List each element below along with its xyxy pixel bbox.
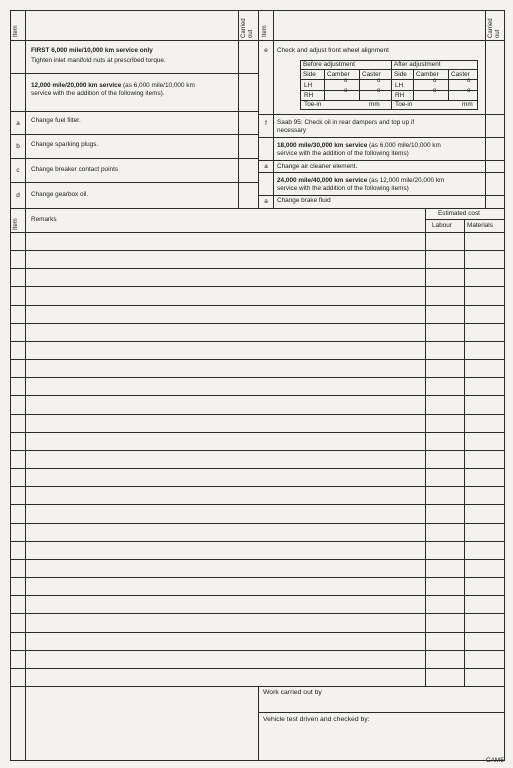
footer-top [10, 686, 504, 687]
header-carried-out-right: Carried out [488, 18, 501, 38]
remarks-row [10, 632, 504, 633]
left-divider-2 [10, 111, 258, 112]
right-divider-2 [258, 137, 504, 138]
footer-item-col [25, 686, 26, 760]
lh-before: LH [304, 82, 313, 89]
first-service-title: FIRST 6,000 mile/10,000 km service only [31, 47, 153, 54]
row-a-text: Change fuel filter. [31, 117, 81, 124]
remarks-row [10, 432, 504, 433]
remarks-row [10, 595, 504, 596]
remarks-row [10, 504, 504, 505]
side-header-before: Side [303, 71, 316, 78]
row-a2-text: Change brake fluid [277, 197, 331, 204]
row-a1-text: Change air cleaner element. [277, 163, 358, 170]
carried-right-col-line [485, 10, 486, 208]
left-border [10, 10, 11, 760]
remarks-row [10, 305, 504, 306]
camber-header-after: Camber [416, 71, 439, 78]
row-e-text: Check and adjust front wheel alignment [277, 47, 389, 54]
rh-after: RH [395, 92, 405, 99]
footer-mid-col [258, 686, 259, 760]
right-divider-5 [258, 195, 504, 196]
carried-col-line [238, 10, 239, 208]
remarks-row [10, 668, 504, 669]
left-divider-3 [10, 134, 258, 135]
materials-col [464, 219, 465, 686]
deg-mark: o [377, 78, 381, 84]
remarks-row [10, 268, 504, 269]
deg-mark: o [467, 78, 471, 84]
estimated-cost-header: Estimated cost [438, 210, 480, 217]
remarks-row [10, 286, 504, 287]
service18-line1: 18,000 mile/30,000 km service (as 6,000 mile/10,000 km [277, 142, 441, 149]
deg-mark: o [467, 88, 471, 94]
left-divider-1 [10, 73, 258, 74]
mm-after: mm [462, 101, 473, 108]
side-header-after: Side [394, 71, 407, 78]
caster-header-after: Caster [451, 71, 470, 78]
mm-before: mm [369, 101, 380, 108]
remarks-header: Remarks [31, 216, 57, 223]
deg-mark: o [433, 88, 437, 94]
remarks-row [10, 650, 504, 651]
remarks-row [10, 359, 504, 360]
header-item: Item [13, 25, 19, 37]
row-d-letter: d [16, 192, 20, 199]
after-adjustment: After adjustment [394, 61, 441, 68]
service24-line2: service with the addition of the following items) [277, 185, 409, 192]
remarks-row [10, 523, 504, 524]
before-adjustment: Before adjustment [303, 61, 355, 68]
row-f-line2: necessary [277, 127, 307, 134]
service18-line2: service with the addition of the following items) [277, 150, 409, 157]
deg-mark: o [433, 78, 437, 84]
first-service-text: Tighten inlet manifold nuts at prescribed torque. [31, 57, 166, 64]
footer-divider [258, 712, 504, 713]
lh-after: LH [395, 82, 404, 89]
form-code: CAM5 [486, 757, 504, 764]
labour-col [425, 208, 426, 686]
right-divider-3 [258, 160, 504, 161]
header-divider [10, 40, 504, 41]
right-divider-4 [258, 172, 504, 173]
toein-after: Toe-in [395, 101, 413, 108]
remarks-row [10, 395, 504, 396]
row-c-letter: c [16, 167, 20, 174]
test-driven-label: Vehicle test driven and checked by: [263, 716, 370, 723]
item-right-col-line [273, 10, 274, 208]
remarks-row [10, 341, 504, 342]
service24-line1: 24,000 mile/40,000 km service (as 12,000 mile/20,000 km [277, 177, 445, 184]
toein-before: Toe-in [304, 101, 322, 108]
row-d-text: Change gearbox oil. [31, 191, 89, 198]
deg-mark: o [344, 78, 348, 84]
row-b-text: Change sparking plugs. [31, 141, 99, 148]
remarks-top [10, 208, 504, 209]
remarks-row [10, 613, 504, 614]
remarks-item-header: Item [13, 218, 19, 230]
remarks-row [10, 541, 504, 542]
top-border [10, 10, 504, 11]
deg-mark: o [377, 88, 381, 94]
bottom-border [10, 760, 505, 761]
row-e-letter: e [264, 47, 268, 54]
remarks-row [10, 323, 504, 324]
row-f-letter: f [265, 120, 267, 127]
row-a-letter: a [16, 120, 20, 127]
row-a1-letter: a [264, 163, 268, 170]
mid-col-line [258, 10, 259, 208]
remarks-row [10, 250, 504, 251]
header-carried-out: Carried out [241, 18, 254, 38]
work-carried-out-label: Work carried out by [263, 689, 322, 696]
deg-mark: o [344, 88, 348, 94]
remarks-item-col [25, 208, 26, 686]
right-divider-1 [258, 114, 504, 115]
remarks-row [10, 468, 504, 469]
service12-line2: service with the addition of the following items). [31, 90, 165, 97]
camber-header-before: Camber [327, 71, 350, 78]
row-a2-letter: a [264, 198, 268, 205]
remarks-row [10, 486, 504, 487]
remarks-row [10, 450, 504, 451]
labour-header: Labour [432, 222, 452, 229]
service12-line1: 12,000 mile/20,000 km service (as 6,000 mile/10,000 km [31, 82, 195, 89]
remarks-row [10, 559, 504, 560]
caster-header-before: Caster [362, 71, 381, 78]
remarks-row [10, 414, 504, 415]
item-col-line [25, 10, 26, 208]
header-item-right: Item [262, 25, 268, 37]
remarks-row [10, 232, 504, 233]
row-b-letter: b [16, 143, 20, 150]
left-divider-4 [10, 158, 258, 159]
right-border [504, 10, 505, 760]
rh-before: RH [304, 92, 314, 99]
row-c-text: Change breaker contact points [31, 166, 119, 173]
remarks-row [10, 377, 504, 378]
left-divider-5 [10, 182, 258, 183]
materials-header: Materials [467, 222, 493, 229]
remarks-row [10, 577, 504, 578]
row-f-line1: Saab 95: Check oil in rear dampers and top up if [277, 119, 415, 126]
